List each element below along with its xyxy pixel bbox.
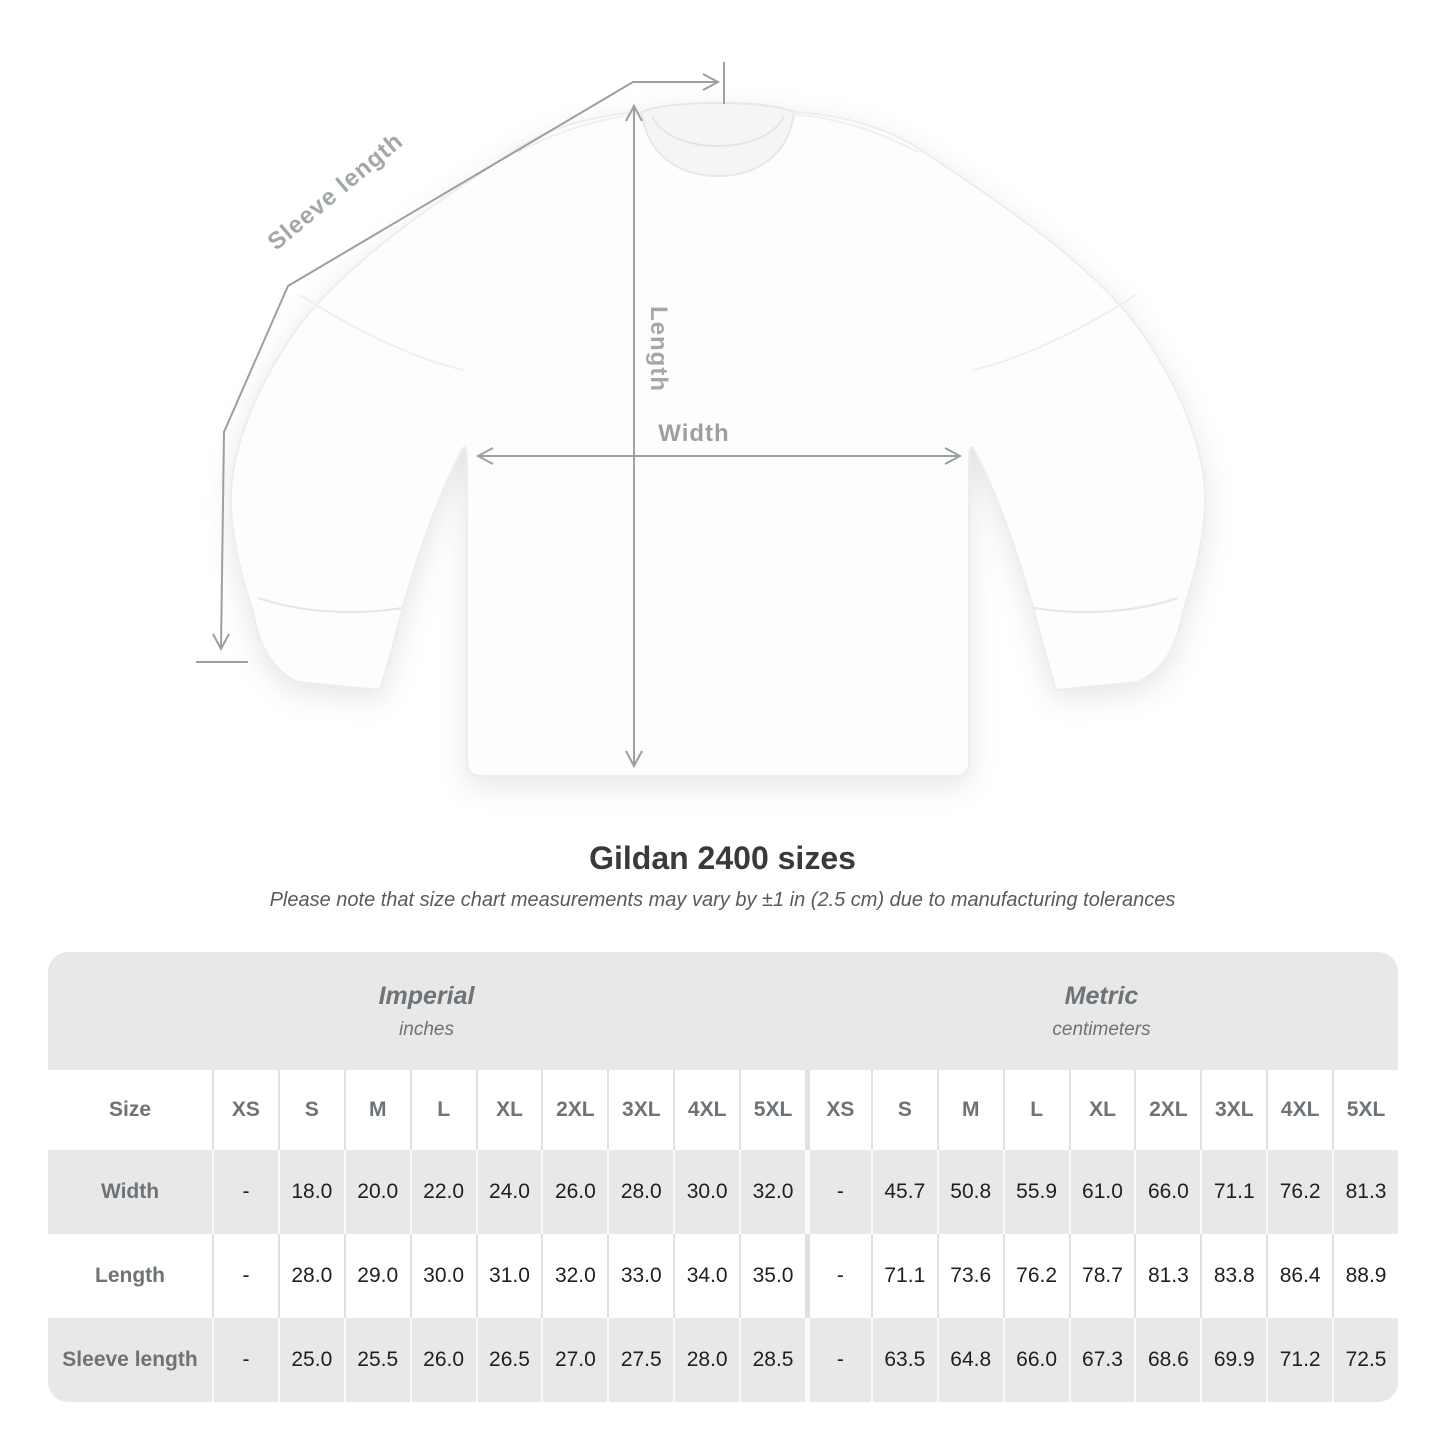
size-header-imperial-2xl: 2XL [541, 1070, 607, 1150]
row-label-width: Width [100, 1180, 160, 1203]
value-length-metric-1: 71.1 [871, 1234, 937, 1318]
value-width-imperial-8: 32.0 [739, 1150, 805, 1234]
value-length-imperial-8: 35.0 [739, 1234, 805, 1318]
size-header-metric-l: L [1003, 1070, 1069, 1150]
value-sleeve-length-metric-2: 64.8 [937, 1318, 1003, 1402]
value-length-imperial-7: 34.0 [673, 1234, 739, 1318]
value-width-imperial-1: 18.0 [278, 1150, 344, 1234]
length-label: Length [645, 306, 672, 392]
value-width-metric-3: 55.9 [1003, 1150, 1069, 1234]
value-width-imperial-2: 20.0 [344, 1150, 410, 1234]
value-sleeve-length-imperial-1: 25.0 [278, 1318, 344, 1402]
value-sleeve-length-metric-1: 63.5 [871, 1318, 937, 1402]
value-sleeve-length-metric-0: - [805, 1318, 871, 1402]
value-sleeve-length-metric-4: 67.3 [1069, 1318, 1135, 1402]
value-length-metric-4: 78.7 [1069, 1234, 1135, 1318]
row-sleeve-length [48, 1318, 1398, 1402]
value-width-imperial-3: 22.0 [410, 1150, 476, 1234]
value-sleeve-length-imperial-2: 25.5 [344, 1318, 410, 1402]
inches-label: inches [399, 1018, 454, 1040]
value-length-metric-7: 86.4 [1266, 1234, 1332, 1318]
value-width-imperial-6: 28.0 [607, 1150, 673, 1234]
row-length [48, 1234, 1398, 1318]
value-length-metric-0: - [805, 1234, 871, 1318]
value-width-metric-8: 81.3 [1332, 1150, 1398, 1234]
value-sleeve-length-imperial-3: 26.0 [410, 1318, 476, 1402]
value-width-metric-6: 71.1 [1200, 1150, 1266, 1234]
value-length-metric-5: 81.3 [1134, 1234, 1200, 1318]
value-width-imperial-4: 24.0 [476, 1150, 542, 1234]
value-sleeve-length-metric-7: 71.2 [1266, 1318, 1332, 1402]
size-header-metric-s: S [871, 1070, 937, 1150]
value-sleeve-length-imperial-4: 26.5 [476, 1318, 542, 1402]
value-length-imperial-5: 32.0 [541, 1234, 607, 1318]
row-width [48, 1150, 1398, 1234]
tolerance-note: Please note that size chart measurements may vary by ±1 in (2.5 cm) due to manufacturing tolerances [269, 889, 1176, 911]
value-sleeve-length-metric-5: 68.6 [1134, 1318, 1200, 1402]
value-length-metric-8: 88.9 [1332, 1234, 1398, 1318]
chart-heading [0, 840, 1445, 912]
metric-unit-header [805, 952, 1398, 1070]
size-header-imperial-5xl: 5XL [739, 1070, 805, 1150]
imperial-unit-header [48, 952, 805, 1070]
size-header-imperial-xs: XS [212, 1070, 278, 1150]
size-header-imperial-4xl: 4XL [673, 1070, 739, 1150]
sleeve-length-label: Sleeve length [262, 127, 409, 256]
value-width-imperial-0: - [212, 1150, 278, 1234]
value-sleeve-length-imperial-8: 28.5 [739, 1318, 805, 1402]
value-length-metric-3: 76.2 [1003, 1234, 1069, 1318]
value-width-metric-2: 50.8 [937, 1150, 1003, 1234]
centimeters-label: centimeters [1052, 1018, 1151, 1040]
value-width-metric-5: 66.0 [1134, 1150, 1200, 1234]
value-width-metric-4: 61.0 [1069, 1150, 1135, 1234]
value-length-imperial-6: 33.0 [607, 1234, 673, 1318]
value-sleeve-length-metric-6: 69.9 [1200, 1318, 1266, 1402]
size-header-imperial-m: M [344, 1070, 410, 1150]
value-sleeve-length-imperial-6: 27.5 [607, 1318, 673, 1402]
size-header-metric-xs: XS [805, 1070, 871, 1150]
row-label-sleeve-length: Sleeve length [62, 1348, 198, 1371]
value-length-imperial-4: 31.0 [476, 1234, 542, 1318]
size-header-metric-4xl: 4XL [1266, 1070, 1332, 1150]
size-header-imperial-l: L [410, 1070, 476, 1150]
metric-label: Metric [1064, 981, 1139, 1010]
unit-header-band [48, 952, 1398, 1070]
size-header-row [48, 1070, 1398, 1150]
size-header-metric-5xl: 5XL [1332, 1070, 1398, 1150]
value-sleeve-length-metric-3: 66.0 [1003, 1318, 1069, 1402]
size-header-metric-3xl: 3XL [1200, 1070, 1266, 1150]
size-header-metric-xl: XL [1069, 1070, 1135, 1150]
size-header-imperial-s: S [278, 1070, 344, 1150]
value-length-imperial-0: - [212, 1234, 278, 1318]
size-header-imperial-3xl: 3XL [607, 1070, 673, 1150]
measurement-rows [48, 1150, 1398, 1402]
page-title: Gildan 2400 sizes [589, 840, 856, 876]
size-chart-table [48, 952, 1398, 1402]
row-label-length: Length [95, 1264, 165, 1287]
value-sleeve-length-imperial-7: 28.0 [673, 1318, 739, 1402]
value-length-imperial-1: 28.0 [278, 1234, 344, 1318]
size-header-metric-m: M [937, 1070, 1003, 1150]
value-width-imperial-7: 30.0 [673, 1150, 739, 1234]
value-length-imperial-2: 29.0 [344, 1234, 410, 1318]
value-sleeve-length-metric-8: 72.5 [1332, 1318, 1398, 1402]
value-length-metric-2: 73.6 [937, 1234, 1003, 1318]
imperial-label: Imperial [378, 981, 475, 1010]
value-length-metric-6: 83.8 [1200, 1234, 1266, 1318]
value-length-imperial-3: 30.0 [410, 1234, 476, 1318]
width-label: Width [658, 420, 730, 447]
value-width-metric-1: 45.7 [871, 1150, 937, 1234]
value-width-metric-7: 76.2 [1266, 1150, 1332, 1234]
value-sleeve-length-imperial-5: 27.0 [541, 1318, 607, 1402]
size-header-metric-2xl: 2XL [1134, 1070, 1200, 1150]
value-width-imperial-5: 26.0 [541, 1150, 607, 1234]
size-header-imperial-xl: XL [476, 1070, 542, 1150]
value-sleeve-length-imperial-0: - [212, 1318, 278, 1402]
value-width-metric-0: - [805, 1150, 871, 1234]
size-column-label: Size [108, 1098, 152, 1121]
